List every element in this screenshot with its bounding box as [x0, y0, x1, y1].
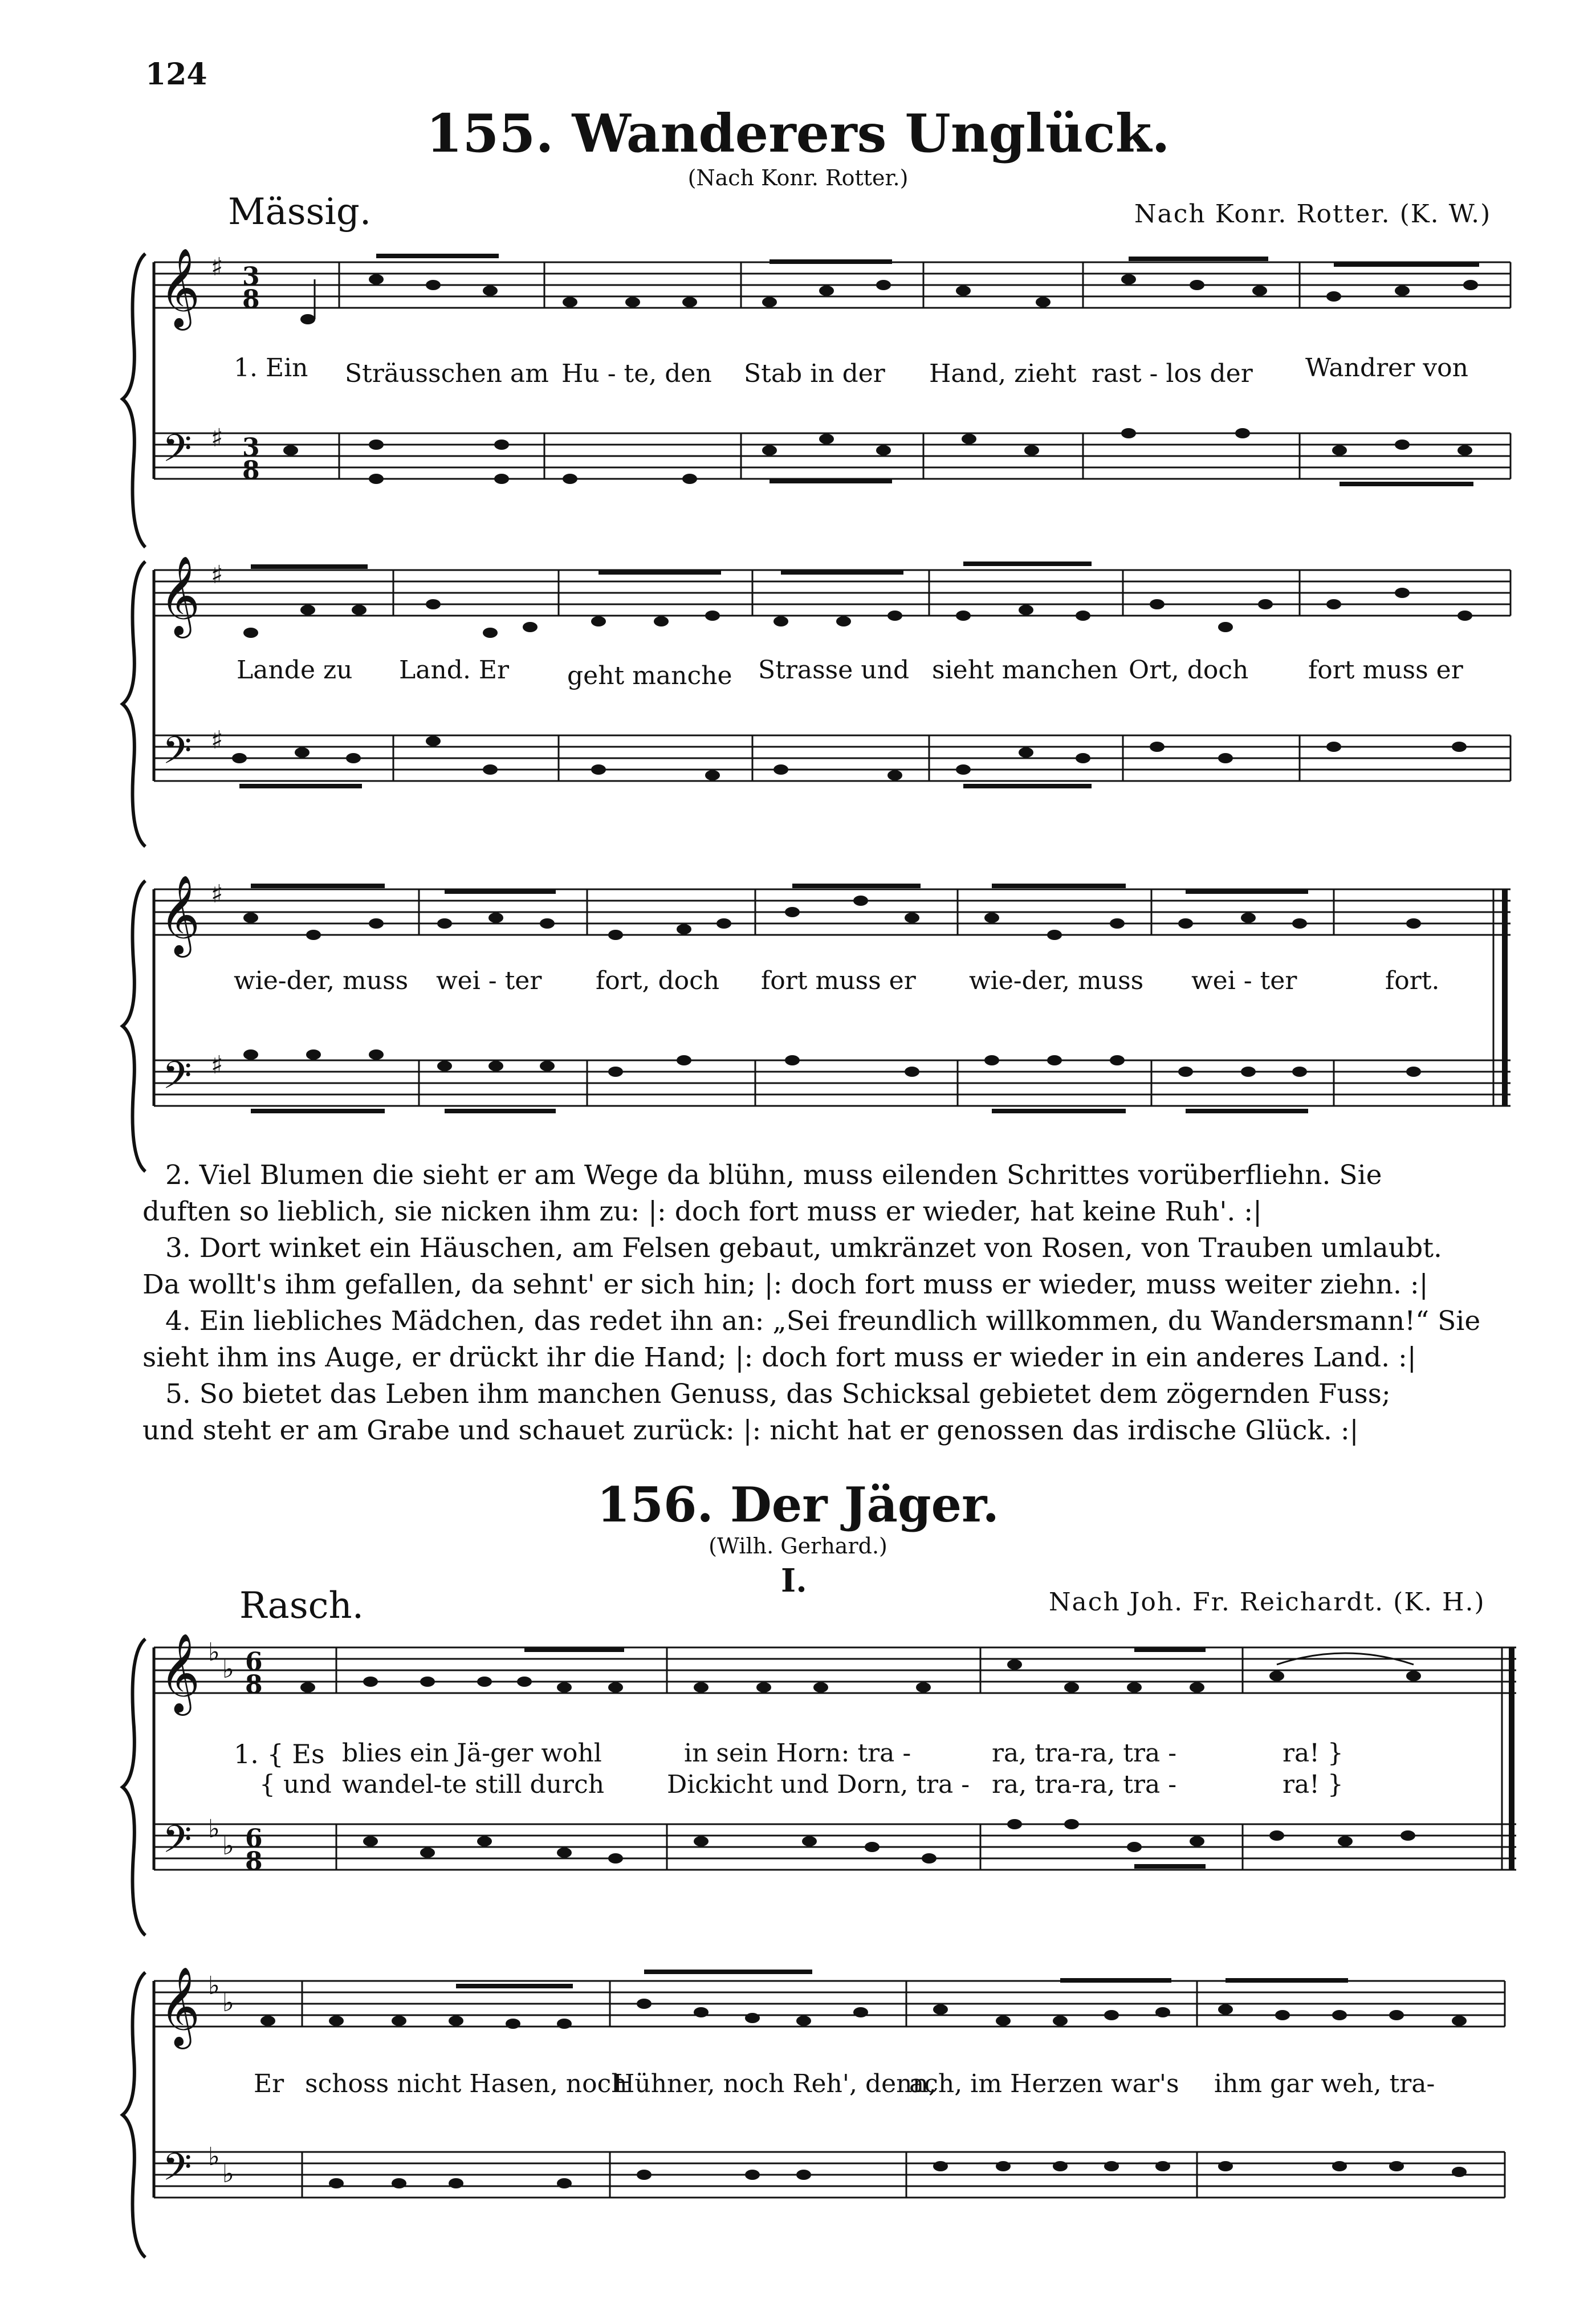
verses-text — [142, 1157, 1522, 1449]
lyric: Strasse und — [758, 656, 910, 685]
key-signature: ♯ — [211, 253, 223, 282]
key-signature: ♭ — [222, 2159, 234, 2188]
lyric: wie-der, muss — [234, 966, 409, 995]
key-signature: ♯ — [211, 1051, 223, 1080]
bass-clef: 𝄢 — [162, 2145, 192, 2198]
key-signature: ♭ — [222, 1988, 234, 2017]
composer-155: Nach Konr. Rotter. (K. W.) — [1134, 200, 1492, 229]
song-title-155: 155. Wanderers Unglück. — [426, 103, 1170, 164]
tempo-156: Rasch. — [239, 1585, 364, 1627]
lyric: ra! } — [1282, 1770, 1343, 1799]
key-signature: ♭ — [208, 1638, 220, 1667]
lyric: Er — [254, 2069, 284, 2098]
verse-line: 3. Dort winket ein Häuschen, am Felsen gebaut, umkränzet von Rosen, von Trauben umlaubt. — [165, 1232, 1442, 1264]
lyric: Hu - te, den — [561, 359, 712, 388]
lyric: sieht manchen — [932, 656, 1118, 685]
verse-line: sieht ihm ins Auge, er drückt ihr die Hand; |: doch fort muss er wieder in ein anderes Land. :| — [142, 1342, 1416, 1373]
lyric: ihm gar weh, tra- — [1214, 2069, 1435, 2098]
part-number: I. — [781, 1562, 807, 1600]
key-signature: ♭ — [208, 1814, 220, 1844]
key-signature: ♯ — [211, 560, 223, 589]
bass-clef: 𝄢 — [162, 426, 192, 479]
composer-156: Nach Joh. Fr. Reichardt. (K. H.) — [1049, 1588, 1485, 1617]
lyric: ra, tra-ra, tra - — [992, 1739, 1177, 1768]
key-signature: ♭ — [222, 1832, 234, 1861]
system-brace — [123, 562, 145, 847]
lyric: { und — [259, 1770, 332, 1799]
system-brace — [123, 254, 145, 547]
lyric: Hand, zieht — [929, 359, 1077, 388]
time-signature: 3 — [242, 433, 260, 462]
bass-clef: 𝄢 — [162, 1053, 192, 1106]
key-signature: ♭ — [222, 1655, 234, 1684]
lyric: wei - ter — [1191, 966, 1297, 995]
lyric: blies ein Jä-ger wohl — [342, 1739, 602, 1768]
verse-line: 5. So bietet das Leben ihm manchen Genuss, das Schicksal gebietet dem zögernden Fuss; — [165, 1378, 1391, 1410]
lyric: Wandrer von — [1305, 353, 1468, 383]
time-signature: 8 — [242, 285, 260, 314]
time-signature: 3 — [242, 262, 260, 291]
key-signature: ♭ — [208, 2142, 220, 2171]
lyric: wei - ter — [436, 966, 542, 995]
lyric: rast - los der — [1092, 359, 1253, 388]
verse-line: und steht er am Grabe und schauet zurück: |: nicht hat er genossen das irdische Glück. :| — [142, 1415, 1359, 1446]
page-number: 124 — [145, 57, 207, 92]
time-signature: 8 — [245, 1847, 263, 1876]
lyric: Dickicht und Dorn, tra - — [667, 1770, 970, 1799]
lyric: Ort, doch — [1129, 656, 1249, 685]
treble-clef: 𝄞 — [160, 248, 200, 327]
lyric: wie-der, muss — [969, 966, 1144, 995]
tempo-155: Mässig. — [228, 191, 372, 233]
verse-line: Da wollt's ihm gefallen, da sehnt' er sich hin; |: doch fort muss er wieder, muss weiter ziehn. :| — [142, 1269, 1428, 1300]
song-subtitle-155: (Nach Konr. Rotter.) — [687, 165, 909, 190]
treble-clef: 𝄞 — [160, 1633, 200, 1712]
treble-clef: 𝄞 — [160, 1967, 200, 2046]
treble-clef: 𝄞 — [160, 875, 200, 954]
song-subtitle-156: (Wilh. Gerhard.) — [709, 1533, 887, 1559]
time-signature: 6 — [245, 1824, 263, 1853]
lyric: schoss nicht Hasen, noch — [305, 2069, 628, 2098]
lyric: fort muss er — [1308, 656, 1463, 685]
key-signature: ♯ — [211, 880, 223, 909]
system-brace — [123, 1639, 145, 1935]
lyric: Land. Er — [399, 656, 510, 685]
lyric: fort, doch — [596, 966, 720, 995]
verse-line: 4. Ein liebliches Mädchen, das redet ihn an: „Sei freundlich willkommen, du Wandersmann!“ Sie — [165, 1305, 1481, 1337]
lyric: Lande zu — [237, 656, 353, 685]
time-signature: 6 — [245, 1647, 263, 1677]
key-signature: ♯ — [211, 726, 223, 755]
key-signature: ♯ — [211, 424, 223, 453]
system-brace — [123, 881, 145, 1171]
lyric: ach, im Herzen war's — [909, 2069, 1179, 2098]
lyric: 1. Ein — [234, 353, 308, 383]
time-signature: 8 — [245, 1670, 263, 1699]
system-brace — [123, 1972, 145, 2257]
lyric: wandel-te still durch — [342, 1770, 605, 1799]
verse-line: 2. Viel Blumen die sieht er am Wege da blühn, muss eilenden Schrittes vorüberfliehn. Sie — [165, 1159, 1382, 1191]
time-signature: 8 — [242, 456, 260, 485]
bass-clef: 𝄢 — [162, 729, 192, 782]
lyric: geht manche — [567, 661, 732, 690]
lyric: 1. { Es — [234, 1739, 325, 1769]
key-signature: ♭ — [208, 1971, 220, 2000]
song-title-156: 156. Der Jäger. — [597, 1476, 999, 1533]
treble-clef: 𝄞 — [160, 556, 200, 635]
lyric: Sträusschen am — [345, 359, 549, 388]
verse-line: duften so lieblich, sie nicken ihm zu: |: doch fort muss er wieder, hat keine Ruh'. :| — [142, 1196, 1262, 1227]
lyric: Stab in der — [744, 359, 885, 388]
lyric: Hühner, noch Reh', denn, — [613, 2069, 937, 2098]
lyric: ra! } — [1282, 1739, 1343, 1768]
bass-clef: 𝄢 — [162, 1817, 192, 1870]
lyric: fort. — [1385, 966, 1440, 995]
lyric: in sein Horn: tra - — [684, 1739, 911, 1768]
lyric: fort muss er — [761, 966, 916, 995]
lyric: ra, tra-ra, tra - — [992, 1770, 1177, 1799]
